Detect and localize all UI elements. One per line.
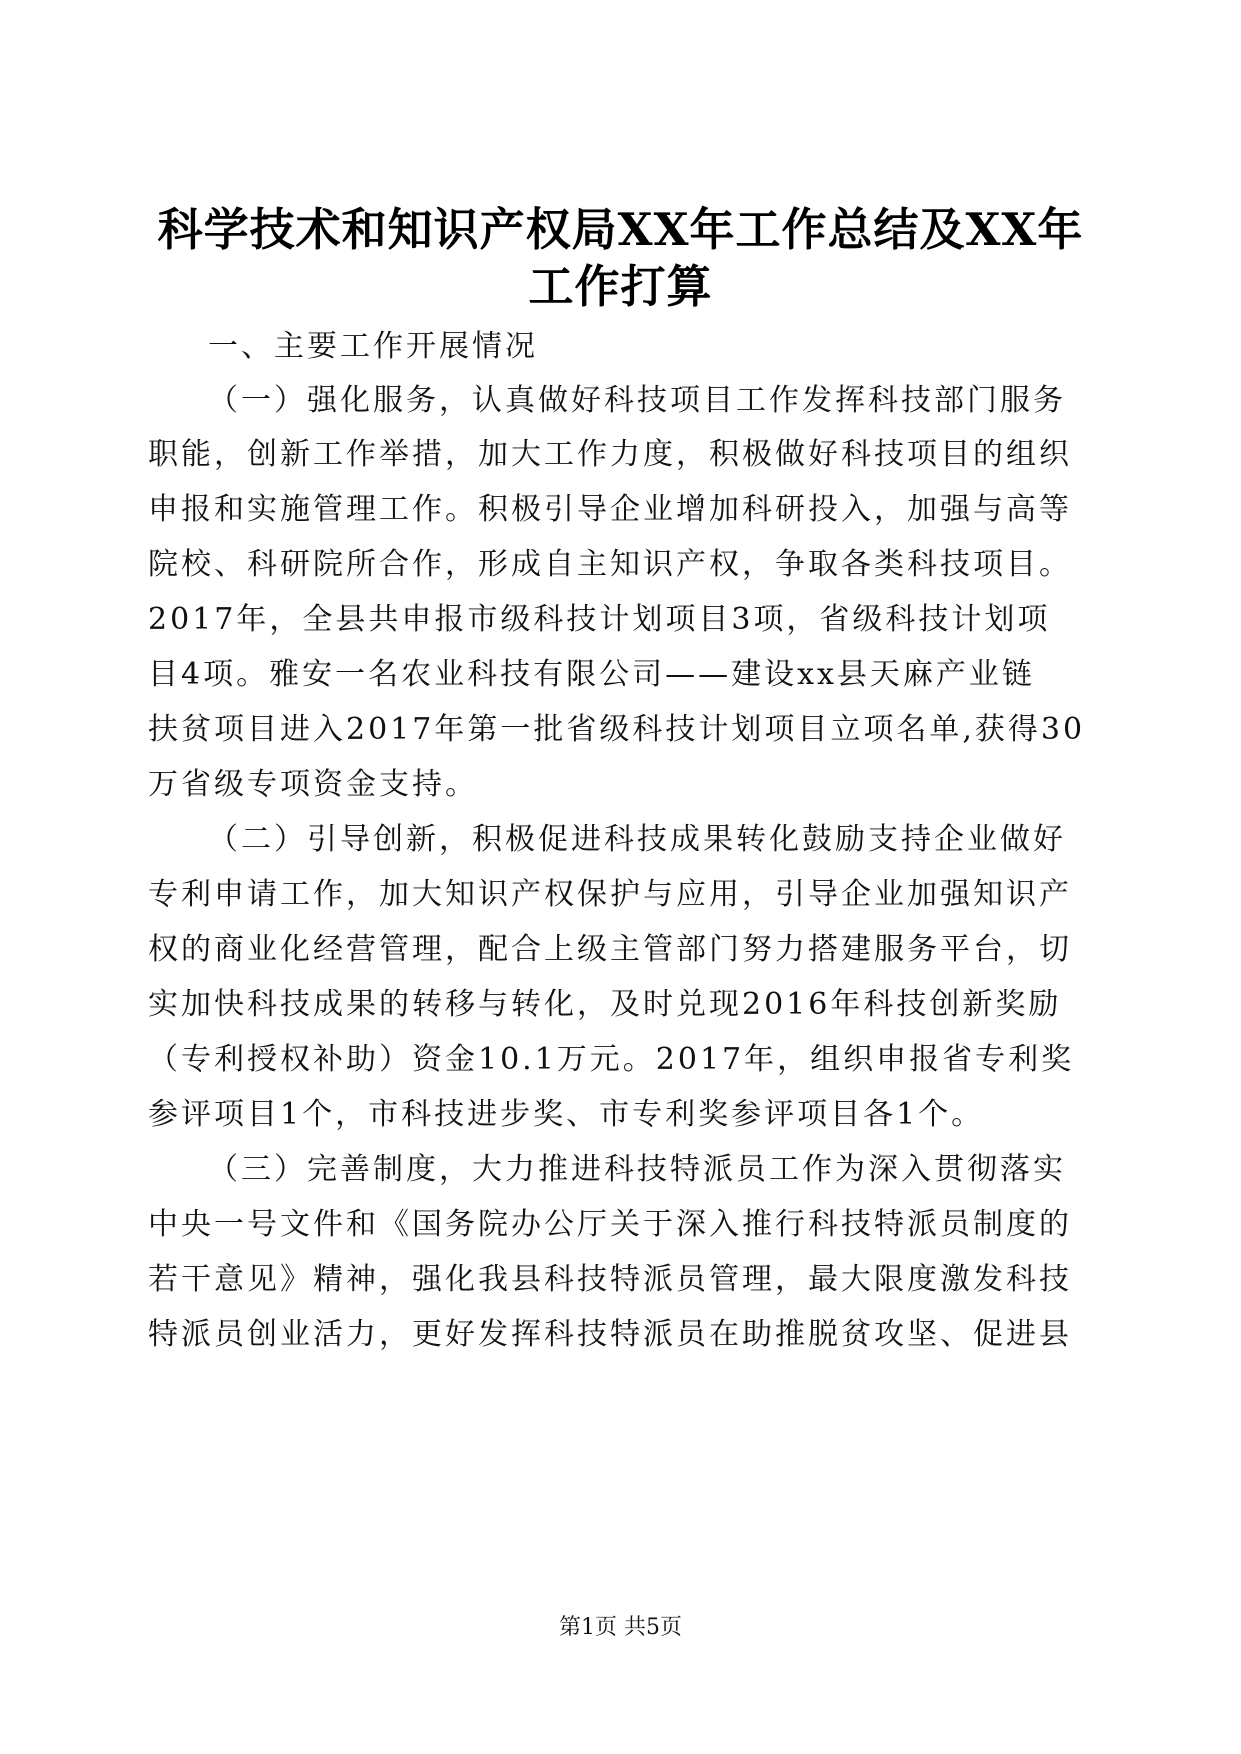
body-line: （专利授权补助）资金10.1万元。2017年，组织申报省专利奖 <box>148 1042 1075 1077</box>
body-line: 实加快科技成果的转移与转化，及时兑现2016年科技创新奖励 <box>148 987 1062 1022</box>
section-heading: 一、主要工作开展情况 <box>208 329 538 364</box>
body-line: （一）强化服务，认真做好科技项目工作发挥科技部门服务 <box>208 383 1066 418</box>
body-line: 参评项目1个，市科技进步奖、市专利奖参评项目各1个。 <box>148 1097 985 1132</box>
body-line: 权的商业化经营管理，配合上级主管部门努力搭建服务平台，切 <box>148 932 1072 967</box>
body-line: 专利申请工作，加大知识产权保护与应用，引导企业加强知识产 <box>148 877 1072 912</box>
document-title-line-2: 工作打算 <box>528 260 713 313</box>
body-line: 院校、科研院所合作，形成自主知识产权，争取各类科技项目。 <box>148 547 1072 582</box>
document-title-line-1: 科学技术和知识产权局XX年工作总结及XX年 <box>157 203 1084 256</box>
body-line: 职能，创新工作举措，加大工作力度，积极做好科技项目的组织 <box>148 437 1072 472</box>
body-line: （二）引导创新，积极促进科技成果转化鼓励支持企业做好 <box>208 822 1066 857</box>
body-line: 扶贫项目进入2017年第一批省级科技计划项目立项名单,获得30 <box>148 712 1086 747</box>
body-line: 目4项。雅安一名农业科技有限公司——建设xx县天麻产业链 <box>148 657 1035 692</box>
body-line: （三）完善制度，大力推进科技特派员工作为深入贯彻落实 <box>208 1152 1066 1187</box>
body-line: 若干意见》精神，强化我县科技特派员管理，最大限度激发科技 <box>148 1262 1072 1297</box>
body-line: 申报和实施管理工作。积极引导企业增加科研投入，加强与高等 <box>148 492 1072 527</box>
body-line: 中央一号文件和《国务院办公厅关于深入推行科技特派员制度的 <box>148 1207 1072 1242</box>
body-line: 万省级专项资金支持。 <box>148 767 478 802</box>
body-line: 特派员创业活力，更好发挥科技特派员在助推脱贫攻坚、促进县 <box>148 1317 1072 1352</box>
page-footer: 第1页 共5页 <box>559 1615 682 1640</box>
body-line: 2017年，全县共申报市级科技计划项目3项，省级科技计划项 <box>148 602 1051 637</box>
